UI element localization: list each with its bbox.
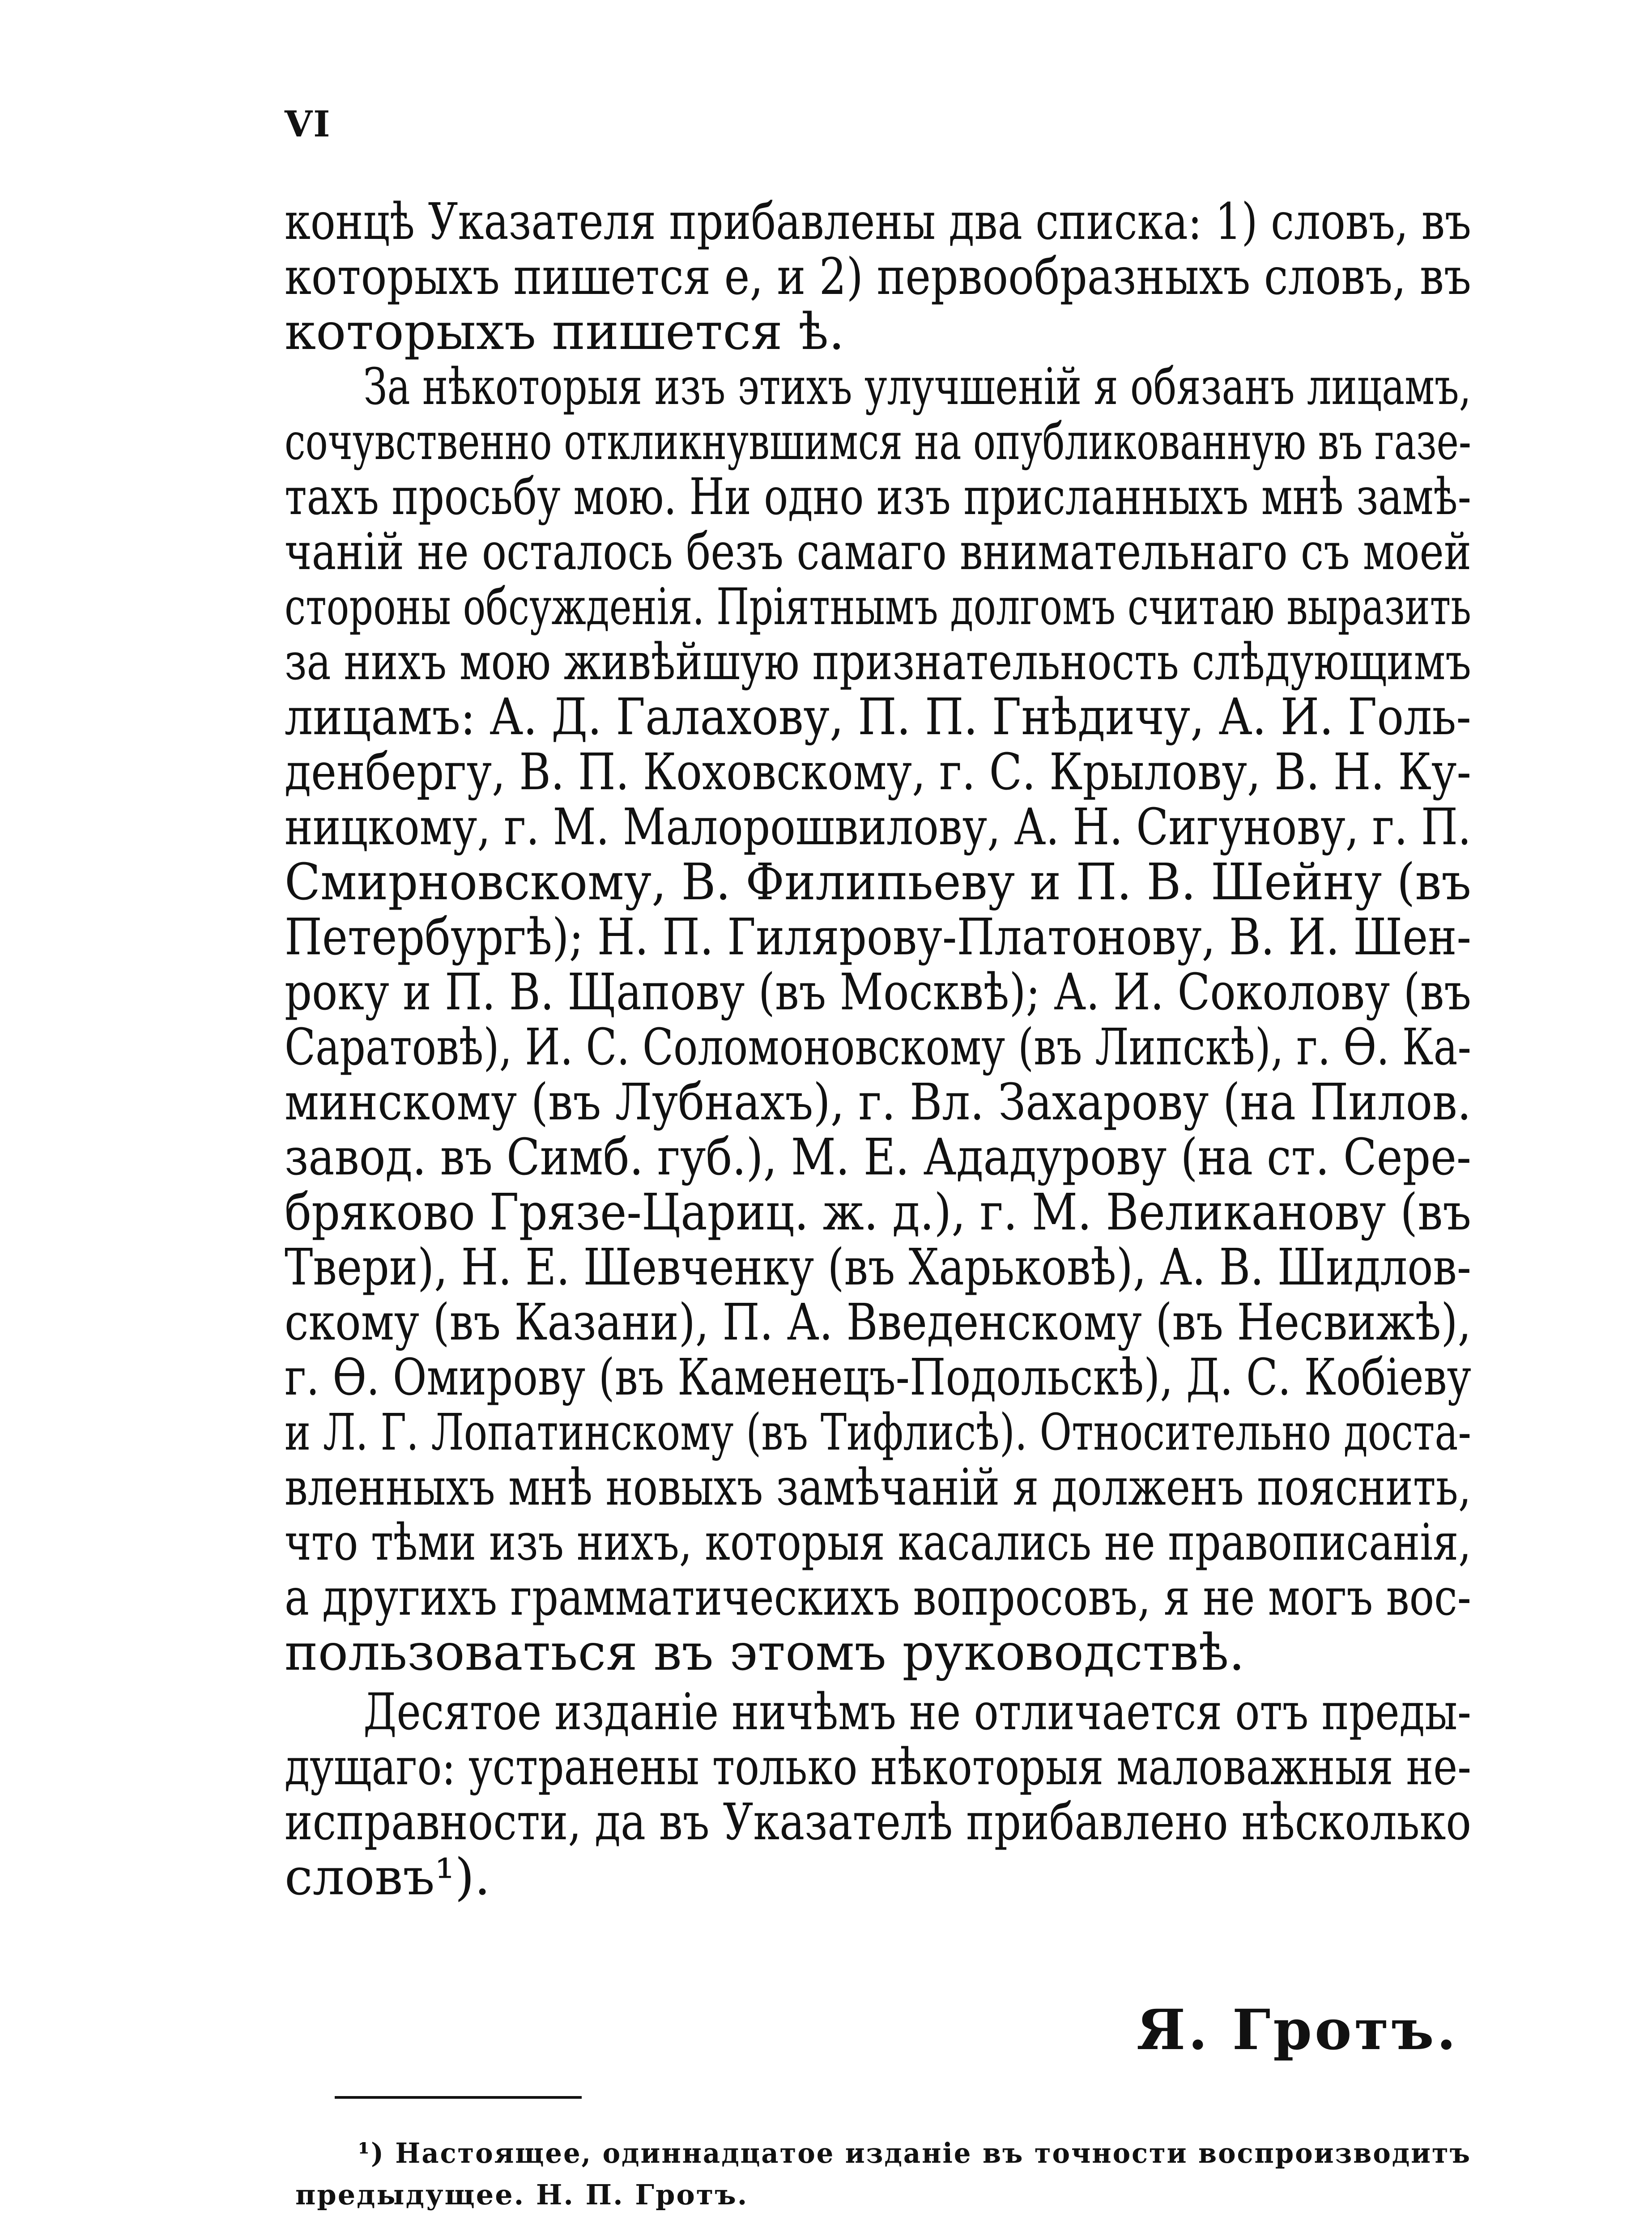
body-line: пользоваться въ этомъ руководствѣ. <box>285 1624 1245 1682</box>
body-line: тахъ просьбу мою. Ни одно изъ присланныхъ мнѣ замѣ- <box>285 468 1471 526</box>
body-line: г. Ѳ. Омирову (въ Каменецъ-Подольскѣ), Д. С. Кобiеву <box>285 1348 1471 1407</box>
body-line: дущаго: устранены только нѣкоторыя маловажныя не- <box>285 1738 1471 1796</box>
page-number: VI <box>285 103 331 145</box>
body-line: исправности, да въ Указателѣ прибавлено нѣсколько <box>285 1793 1471 1851</box>
body-line: Саратовѣ), И. С. Соломоновскому (въ Липскѣ), г. Ѳ. Ка- <box>285 1018 1471 1076</box>
body-line: за нихъ мою живѣйшую признательность слѣдующимъ <box>285 633 1471 691</box>
body-line: стороны обсужденiя. Прiятнымъ долгомъ считаю выразить <box>285 578 1471 636</box>
body-line: которыхъ пишется ѣ. <box>285 303 845 361</box>
body-line: вленныхъ мнѣ новыхъ замѣчанiй я долженъ пояснить, <box>285 1459 1471 1517</box>
footnote-line: ¹) Настоящее, одиннадцатое изданiе въ точности воспроизводитъ <box>358 2137 1471 2169</box>
body-line: лицамъ: А. Д. Галахову, П. П. Гнѣдичу, А. И. Голь- <box>285 688 1471 746</box>
body-line: денбергу, В. П. Коховскому, г. С. Крылову, В. Н. Ку- <box>285 743 1471 801</box>
body-line: року и П. В. Щапову (въ Москвѣ); А. И. Соколову (въ <box>285 963 1471 1021</box>
body-line: чанiй не осталось безъ самаго внимательнаго съ моей <box>285 523 1471 581</box>
body-line: концѣ Указателя прибавлены два списка: 1) словъ, въ <box>285 193 1471 251</box>
footnote-rule <box>335 2096 582 2099</box>
body-line: а другихъ грамматическихъ вопросовъ, я не могъ вос- <box>285 1569 1471 1627</box>
body-line: скому (въ Казани), П. А. Введенскому (въ Несвижѣ), <box>285 1293 1471 1352</box>
body-line: Твери), Н. Е. Шевченку (въ Харьковѣ), А. В. Шидлов- <box>285 1238 1471 1297</box>
footnote-line: предыдущее. Н. П. Гротъ. <box>295 2178 749 2211</box>
body-line: сочувственно откликнувшимся на опубликованную въ газе- <box>285 413 1471 471</box>
signature: Я. Гротъ. <box>1137 1998 1459 2063</box>
body-line: минскому (въ Лубнахъ), г. Вл. Захарову (на Пилов. <box>285 1073 1471 1131</box>
body-line: и Л. Г. Лопатинскому (въ Тифлисѣ). Относительно доста- <box>285 1403 1471 1462</box>
body-line: Петербургѣ); Н. П. Гилярову-Платонову, В. И. Шен- <box>285 908 1471 966</box>
body-line: За нѣкоторыя изъ этихъ улучшенiй я обязанъ лицамъ, <box>363 358 1471 416</box>
body-line: Смирновскому, В. Филипьеву и П. В. Шейну (въ <box>285 853 1471 911</box>
body-line: бряково Грязе-Цариц. ж. д.), г. М. Великанову (въ <box>285 1183 1471 1242</box>
body-line: Десятое изданiе ничѣмъ не отличается отъ преды- <box>363 1683 1471 1741</box>
body-line: словъ¹). <box>285 1848 490 1906</box>
body-line: завод. въ Симб. губ.), М. Е. Ададурову (на ст. Сере- <box>285 1128 1471 1187</box>
body-line: что тѣми изъ нихъ, которыя касались не правописанiя, <box>285 1514 1471 1572</box>
body-line: ницкому, г. М. Малорошвилову, А. Н. Сигунову, г. П. <box>285 798 1471 856</box>
body-line: которыхъ пишется е, и 2) первообразныхъ словъ, въ <box>285 248 1471 306</box>
